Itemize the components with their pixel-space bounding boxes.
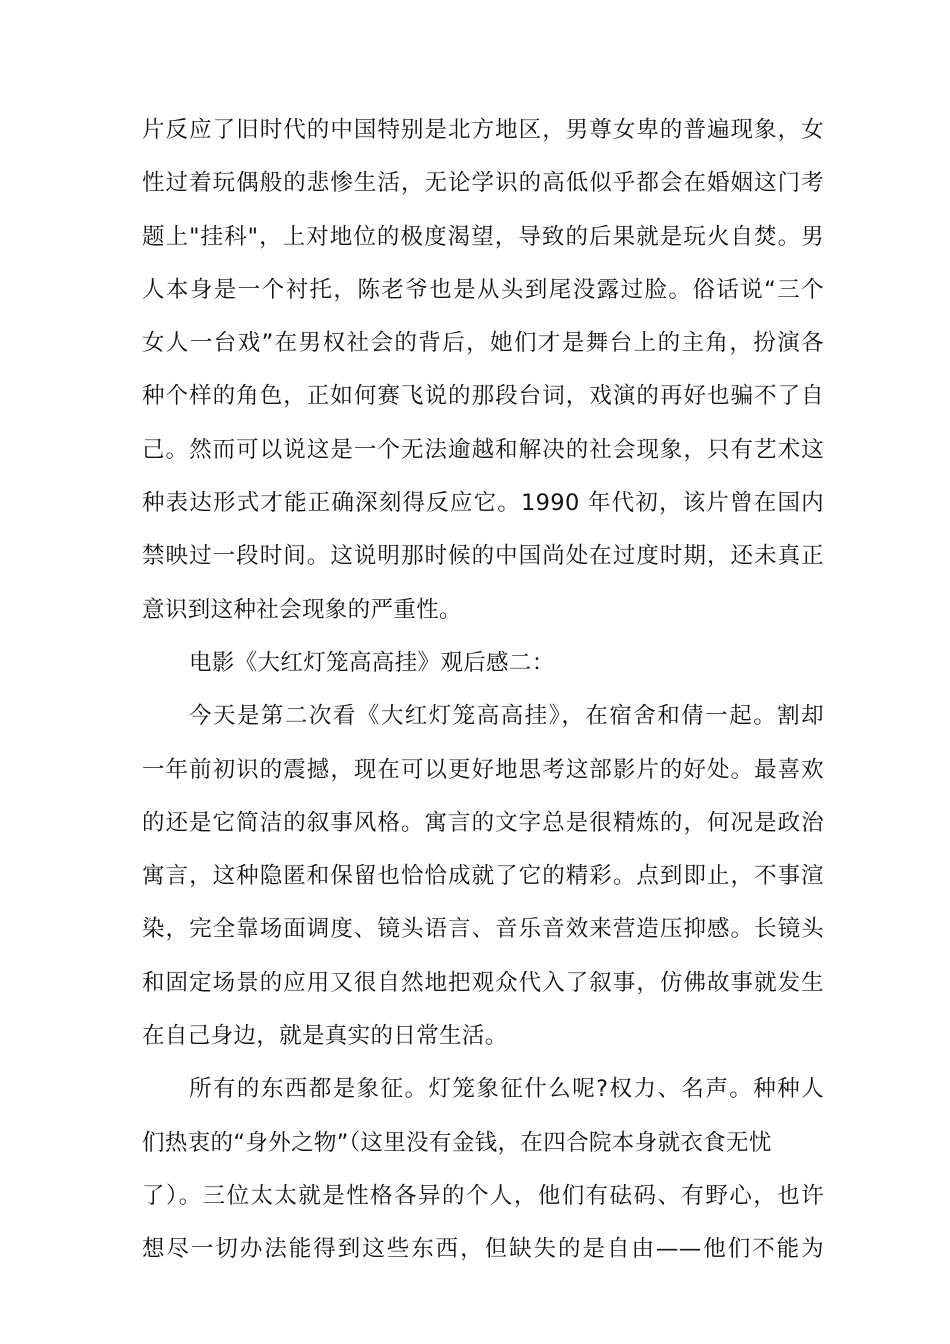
document-page bbox=[142, 104, 824, 1277]
text-line: 在自己身边，就是真实的日常生活。 bbox=[142, 1023, 508, 1050]
text-line: 女人一台戏”在男权社会的背后，她们才是舞台上的主角，扮演各 bbox=[142, 330, 824, 357]
text-line: 了）。三位太太就是性格各异的个人，他们有砝码、有野心，也许 bbox=[142, 1182, 824, 1209]
text-line: 题上"挂科"，上对地位的极度渴望，导致的后果就是玩火自焚。男 bbox=[142, 223, 824, 250]
text-line: 己。然而可以说这是一个无法逾越和解决的社会现象，只有艺术这 bbox=[142, 436, 824, 463]
text-line: 想尽一切办法能得到这些东西，但缺失的是自由——他们不能为 bbox=[142, 1236, 824, 1263]
text-line: 今天是第二次看《大红灯笼高高挂》，在宿舍和倩一起。割却 bbox=[189, 703, 824, 730]
text-line: 和固定场景的应用又很自然地把观众代入了叙事，仿佛故事就发生 bbox=[142, 969, 824, 996]
section-heading: 电影《大红灯笼高高挂》观后感二： bbox=[189, 649, 555, 676]
text-line: 人本身是一个衬托，陈老爷也是从头到尾没露过脸。俗话说“三个 bbox=[142, 276, 824, 303]
text-line: 所有的东西都是象征。灯笼象征什么呢?权力、名声。种种人 bbox=[189, 1076, 824, 1103]
text-line: 一年前初识的震撼，现在可以更好地思考这部影片的好处。最喜欢 bbox=[142, 756, 824, 783]
text-line: 禁映过一段时间。这说明那时候的中国尚处在过度时期，还未真正 bbox=[142, 543, 824, 570]
text-line: 们热衷的“身外之物”（这里没有金钱，在四合院本身就衣食无忧 bbox=[142, 1129, 772, 1156]
text-line: 片反应了旧时代的中国特别是北方地区，男尊女卑的普遍现象，女 bbox=[142, 117, 824, 143]
text-line: 种表达形式才能正确深刻得反应它。1990 年代初，该片曾在国内 bbox=[142, 490, 824, 517]
text-line: 意识到这种社会现象的严重性。 bbox=[142, 596, 462, 623]
text-line: 性过着玩偶般的悲惨生活，无论学识的高低似乎都会在婚姻这门考 bbox=[142, 170, 824, 197]
text-line: 染，完全靠场面调度、镜头语言、音乐音效来营造压抑感。长镜头 bbox=[142, 916, 824, 943]
text-line: 寓言，这种隐匿和保留也恰恰成就了它的精彩。点到即止，不事渲 bbox=[142, 863, 824, 890]
text-line: 种个样的角色，正如何赛飞说的那段台词，戏演的再好也骗不了自 bbox=[142, 383, 824, 410]
text-line: 的还是它简洁的叙事风格。寓言的文字总是很精炼的，何况是政治 bbox=[142, 809, 824, 836]
